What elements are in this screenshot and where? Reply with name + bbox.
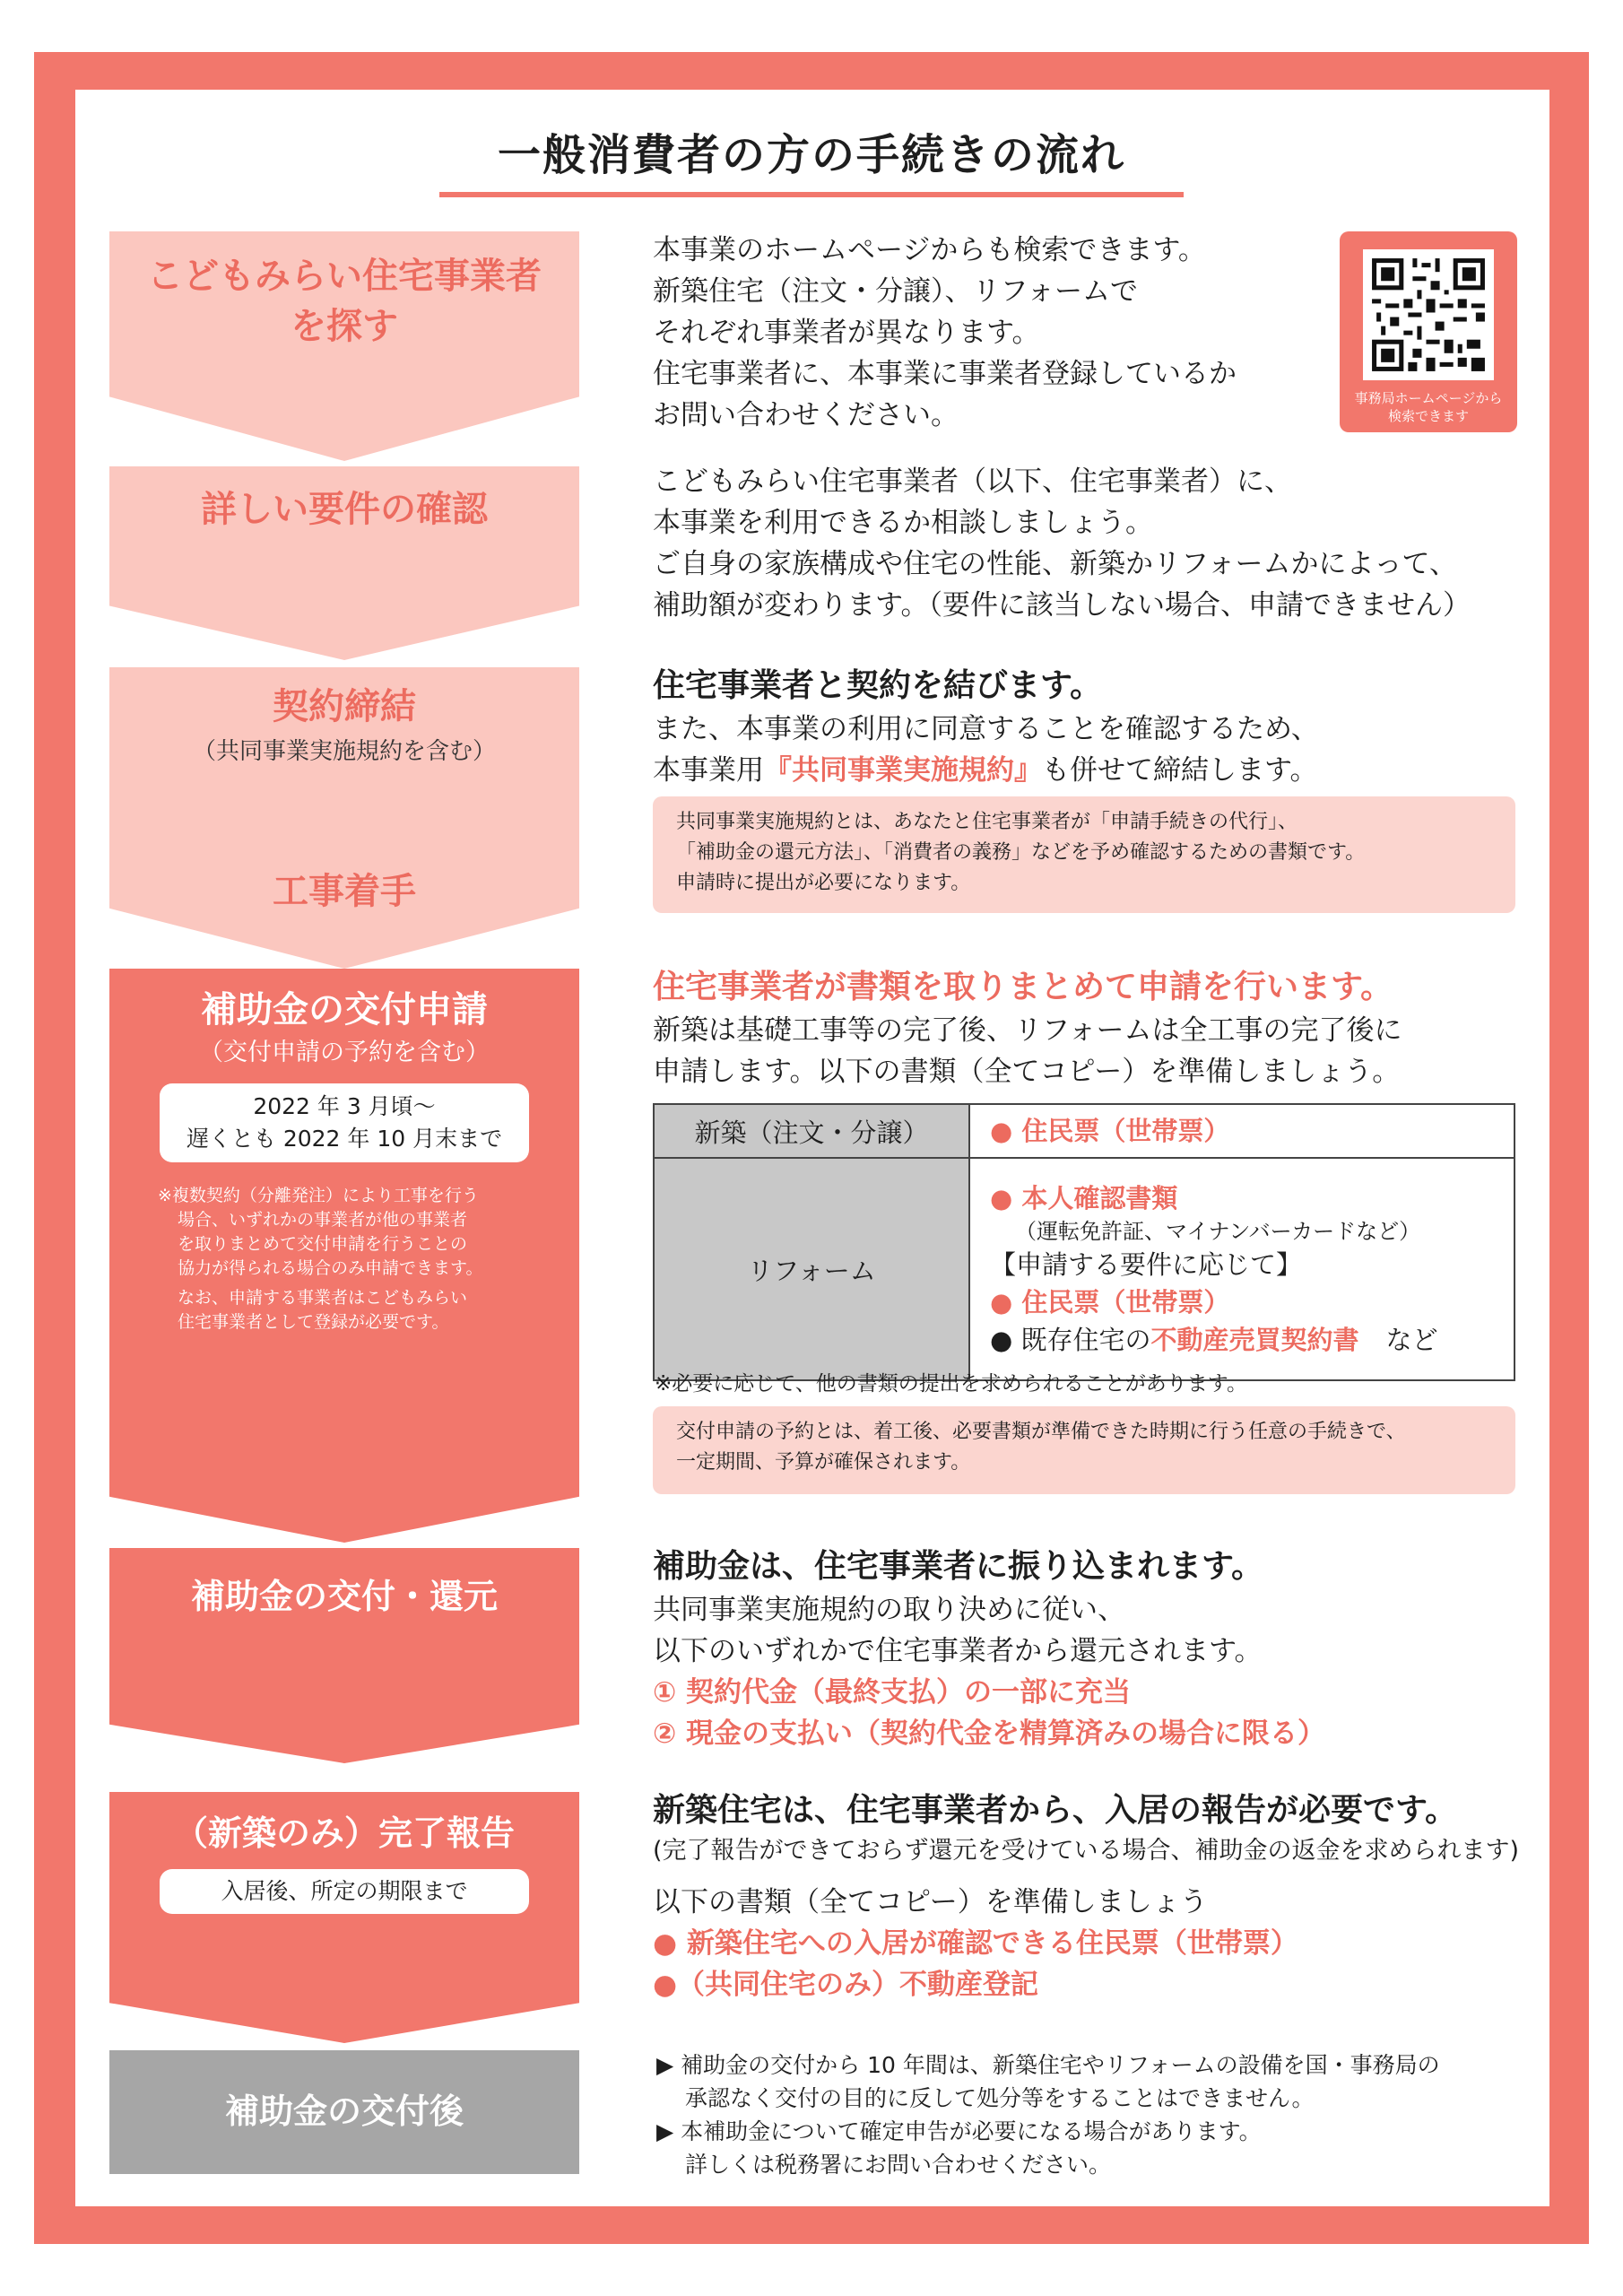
section-application-text	[653, 965, 1402, 1092]
table-cell-label: 新築（注文・分譲）	[654, 1104, 969, 1158]
step-sublabel: （共同事業実施規約を含む）	[192, 738, 496, 765]
doc-condition: 【申請する要件に応じて】	[990, 1249, 1303, 1280]
text-line: 新築は基礎工事等の完了後、リフォームは全工事の完了後に	[653, 1014, 1402, 1047]
qr-caption-line: 検索できます	[1387, 408, 1469, 424]
table-row	[654, 1104, 1515, 1158]
step-label: 契約締結	[273, 686, 416, 727]
text-line: 申請します。以下の書類（全てコピー）を準備しましょう。	[653, 1056, 1401, 1088]
text-line: 本事業を利用できるか相談しましょう。	[653, 507, 1153, 539]
text-line: ご自身の家族構成や住宅の性能、新築かリフォームかによって、	[653, 548, 1457, 580]
table-cell-label: リフォーム	[654, 1158, 969, 1380]
note-line: なお、申請する事業者はこどもみらい	[178, 1288, 468, 1308]
step-sublabel: （交付申請の予約を含む）	[199, 1039, 490, 1066]
note-line: 場合、いずれかの事業者が他の事業者	[178, 1210, 468, 1230]
text-line: こどもみらい住宅事業者（以下、住宅事業者）に、	[653, 465, 1292, 498]
text-span: など	[1385, 1325, 1438, 1355]
text-line	[653, 750, 1319, 791]
text-line: お問い合わせください。	[653, 399, 959, 431]
step-check-requirements	[109, 466, 579, 660]
table-row	[654, 1158, 1515, 1380]
bullet-line: 承認なく交付の目的に反して処分等をすることはできません。	[685, 2085, 1315, 2111]
text-line: 新築住宅（注文・分譲）、リフォームで	[653, 275, 1138, 308]
section-heading: 新築住宅は、住宅事業者から、入居の報告が必要です。	[653, 1792, 1458, 1829]
title-underline	[439, 192, 1184, 197]
option-line: ● 新築住宅への入居が確認できる住民票（世帯票）	[653, 1927, 1298, 1960]
qr-caption	[1340, 389, 1517, 425]
highlight-text: 『共同事業実施規約』	[764, 754, 1042, 787]
text-line: (完了報告ができておらず還元を受けている場合、補助金の返金を求められます)	[653, 1837, 1520, 1865]
section-heading: 住宅事業者と契約を結びます。	[653, 667, 1103, 704]
deadline-pill: 入居後、所定の期限まで	[160, 1869, 529, 1914]
step-label: 詳しい要件の確認	[201, 489, 488, 530]
section-after-text	[656, 2048, 1440, 2181]
period-pill	[160, 1083, 529, 1162]
text-line: 以下の書類（全てコピー）を準備しましょう	[653, 1886, 1208, 1918]
text-line: 住宅事業者に、本事業に事業者登録しているか	[653, 358, 1237, 390]
step-label-construction: 工事着手	[273, 871, 416, 912]
note-line: 一定期間、予算が確保されます。	[676, 1451, 971, 1474]
step-application	[109, 969, 579, 1543]
text-line: また、本事業の利用に同意することを確認するため、	[653, 713, 1319, 745]
text-span: 本事業用	[653, 754, 764, 787]
text-line: それぞれ事業者が異なります。	[653, 317, 1040, 349]
section-contract-text	[653, 664, 1319, 791]
table-cell-item: ● 住民票（世帯票）	[969, 1104, 1515, 1158]
note-line: を取りまとめて交付申請を行うことの	[178, 1234, 468, 1254]
bullet-line: 詳しくは税務署にお問い合わせください。	[685, 2152, 1112, 2178]
qr-caption-line: 事務局ホームページから	[1354, 390, 1503, 406]
page-title-block	[439, 124, 1184, 187]
text-line: 補助額が変わります。（要件に該当しない場合、申請できません）	[653, 589, 1471, 622]
page-title: 一般消費者の方の手続きの流れ	[497, 130, 1125, 180]
doc-item-sub: （運転免許証、マイナンバーカードなど）	[1015, 1219, 1421, 1244]
section-payment-text	[653, 1544, 1325, 1754]
table-footnote: ※必要に応じて、他の書類の提出を求められることがあります。	[655, 1372, 1247, 1396]
note-line: 住宅事業者として登録が必要です。	[178, 1312, 449, 1332]
step-note	[158, 1184, 552, 1335]
period-start: 2022 年 3 月頃〜	[253, 1093, 436, 1119]
bullet-line: ▶ 補助金の交付から 10 年間は、新築住宅やリフォームの設備を国・事務局の	[656, 2052, 1440, 2078]
note-line: 協力が得られる場合のみ申請できます。	[178, 1258, 483, 1278]
period-end: 遅くとも 2022 年 10 月末まで	[186, 1126, 503, 1152]
option-line: ② 現金の支払い（契約代金を精算済みの場合に限る）	[653, 1718, 1326, 1750]
step-completion-report	[109, 1792, 579, 2043]
qr-card[interactable]	[1340, 231, 1517, 432]
highlight-text: 不動産売買契約書	[1150, 1325, 1359, 1355]
section-heading: 住宅事業者が書類を取りまとめて申請を行います。	[653, 969, 1393, 1005]
doc-item	[990, 1321, 1494, 1359]
doc-item: ● 住民票（世帯票）	[990, 1287, 1230, 1318]
option-line: ●（共同住宅のみ）不動産登記	[653, 1969, 1039, 2001]
section-requirements-text	[653, 461, 1471, 626]
bullet-line: ▶ 本補助金について確定申告が必要になる場合があります。	[656, 2118, 1262, 2144]
table-cell-items	[969, 1158, 1515, 1380]
step-payment	[109, 1548, 579, 1763]
note-line: 「補助金の還元方法」、「消費者の義務」などを予め確認するための書類です。	[676, 841, 1366, 864]
step-label: 補助金の交付後	[224, 2092, 464, 2131]
step-label: を探す	[291, 306, 398, 347]
qr-code-icon[interactable]	[1363, 249, 1494, 380]
section-find-builder-text	[653, 230, 1237, 436]
step-contract	[109, 667, 579, 969]
text-span: ● 既存住宅の	[990, 1325, 1151, 1355]
doc-item: ● 本人確認書類	[990, 1183, 1178, 1213]
option-line: ① 契約代金（最終支払）の一部に充当	[653, 1676, 1132, 1709]
step-find-builder	[109, 231, 579, 461]
step-after-payment	[109, 2050, 579, 2174]
contract-note-box	[653, 796, 1515, 913]
step-label: 補助金の交付・還元	[190, 1577, 498, 1616]
application-note-box	[653, 1406, 1515, 1494]
note-line: 申請時に提出が必要になります。	[676, 872, 971, 894]
text-line: 共同事業実施規約の取り決めに従い、	[653, 1594, 1125, 1626]
step-label: こどもみらい住宅事業者	[147, 256, 542, 297]
documents-table	[653, 1103, 1515, 1381]
section-heading: 補助金は、住宅事業者に振り込まれます。	[653, 1548, 1264, 1585]
section-completion-text	[653, 1788, 1519, 2005]
text-span: も併せて締結します。	[1042, 754, 1318, 787]
step-label: （新築のみ）完了報告	[173, 1813, 515, 1853]
note-line: ※複数契約（分離発注）により工事を行う	[158, 1186, 479, 1205]
text-line: 以下のいずれかで住宅事業者から還元されます。	[653, 1635, 1263, 1667]
note-line: 交付申請の予約とは、着工後、必要書類が準備できた時期に行う任意の手続きで、	[676, 1421, 1406, 1443]
step-label: 補助金の交付申請	[201, 989, 488, 1031]
note-line: 共同事業実施規約とは、あなたと住宅事業者が「申請手続きの代行」、	[676, 811, 1298, 833]
text-line: 本事業のホームページからも検索できます。	[653, 234, 1206, 266]
